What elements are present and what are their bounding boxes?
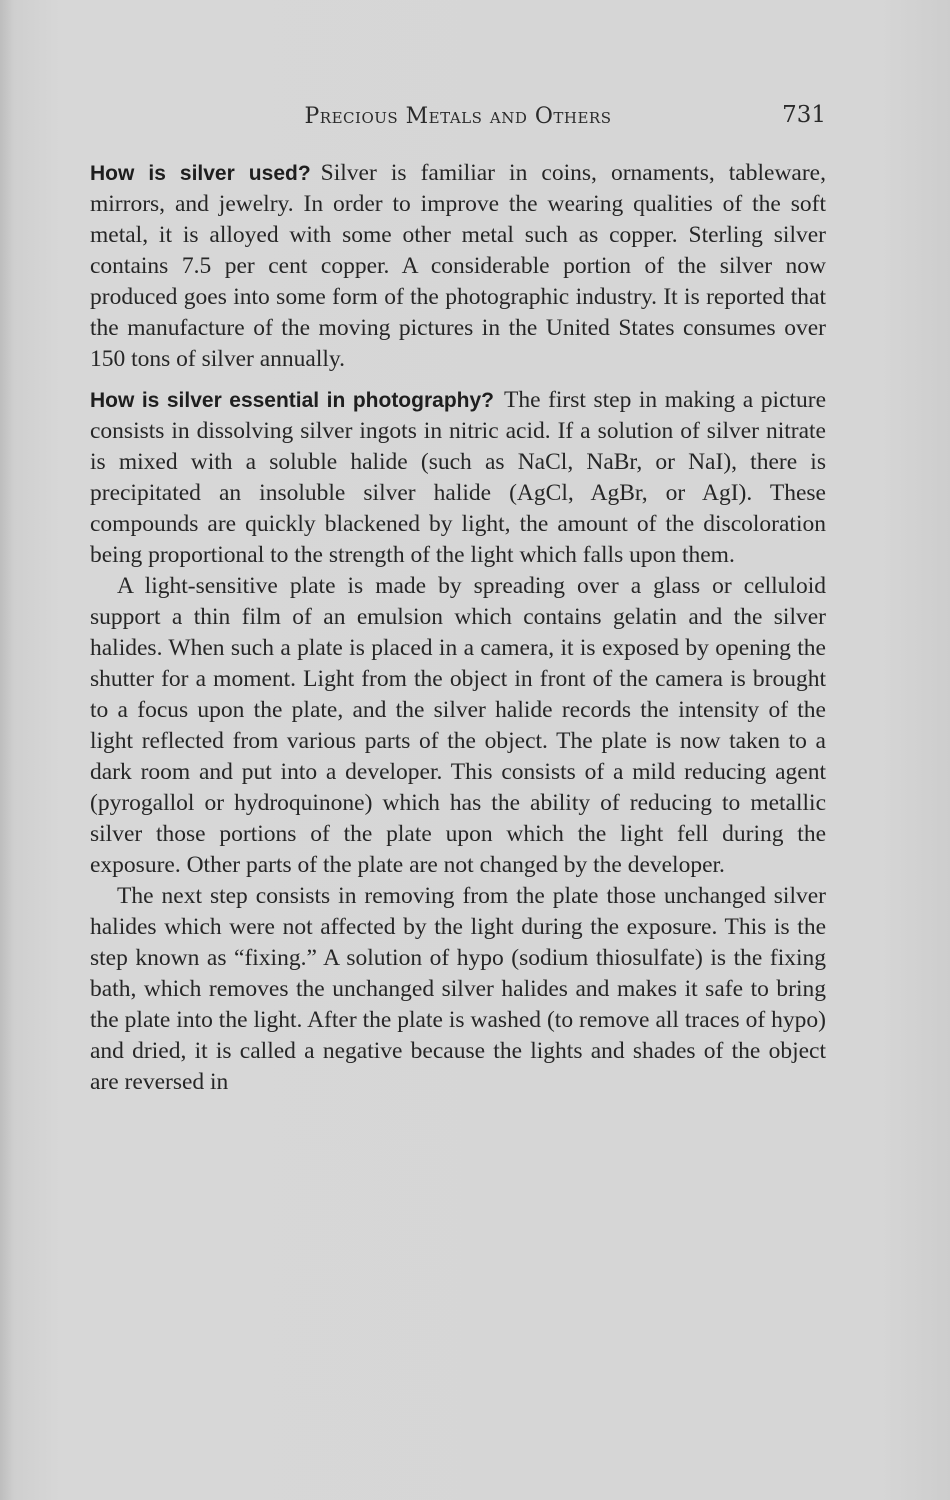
page-header — [90, 100, 826, 134]
page-number: 731 — [782, 102, 826, 128]
paragraph-text: The next step consists in removing from the plate those unchanged silver halides which were not affected by the light during the exposure. This is the step known as “fixing.” A solution of hypo (sodium thiosulfate) is the fixing bath, which removes the unchanged silver halides and makes it safe to bring the plate into the light. After the plate is washed (to remove all traces of hypo) and dried, it is called a negative because the lights and shades of the object are reversed in — [90, 883, 826, 1095]
paragraph-photography — [90, 385, 826, 571]
paragraph-text: The first step in making a picture consists in dissolving silver ingots in nitric acid. If a solution of silver nitrate is mixed with a soluble halide (such as NaCl, NaBr, or NaI), there is precipitated an insoluble silver halide (AgCl, AgBr, or AgI). These compounds are quickly blackened by light, the amount of the discoloration being proportional to the strength of the light which falls upon them. — [90, 387, 826, 568]
question-heading: How is silver essential in photography? — [90, 389, 494, 412]
question-heading: How is silver used? — [90, 162, 311, 185]
running-title: Precious Metals and Others — [304, 104, 612, 129]
paragraph-text: A light-sensitive plate is made by spreading over a glass or celluloid support a thin film of an emulsion which contains gelatin and the silver halides. When such a plate is placed in a camera, it is exposed by opening the shutter for a moment. Light from the object in front of the camera is brought to a focus upon the plate, and the silver halide records the intensity of the light reflected from various parts of the object. The plate is now taken to a dark room and put into a developer. This consists of a mild reducing agent (pyrogallol or hydroquinone) which has the ability of reducing to metallic silver those portions of the plate upon which the light fell during the exposure. Other parts of the plate are not changed by the developer. — [90, 573, 826, 878]
paragraph-fixing — [90, 881, 826, 1098]
paragraph-light-sensitive-plate — [90, 571, 826, 881]
paragraph-silver-uses — [90, 158, 826, 375]
body-text — [90, 158, 826, 1098]
paragraph-text: Silver is familiar in coins, ornaments, tableware, mirrors, and jewelry. In order to improve the wearing qualities of the soft metal, it is alloyed with some other metal such as copper. Sterling silver contains 7.5 per cent copper. A considerable portion of the silver now produced goes into some form of the photographic industry. It is reported that the manufacture of the moving pictures in the United States consumes over 150 tons of silver annually. — [90, 160, 826, 372]
